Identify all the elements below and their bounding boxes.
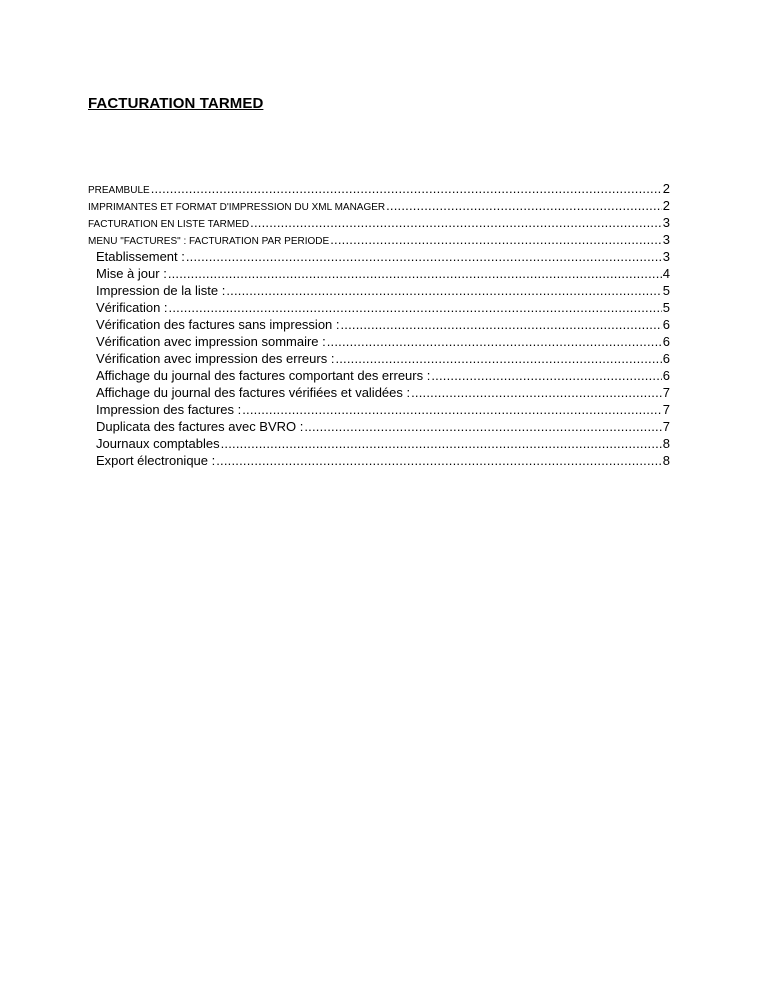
- document-title: FACTURATION TARMED: [88, 95, 264, 112]
- toc-dot-leader: [330, 232, 662, 247]
- toc-entry[interactable]: [88, 402, 670, 419]
- toc-entry-page: 8: [662, 453, 670, 468]
- toc-entry-page: 4: [662, 266, 670, 281]
- toc-entry[interactable]: [88, 436, 670, 453]
- toc-dot-leader: [335, 351, 661, 366]
- toc-dot-leader: [304, 419, 661, 434]
- toc-entry-page: 3: [662, 215, 670, 230]
- toc-entry-title: IMPRIMANTES ET FORMAT D'IMPRESSION DU XML MANAGER: [88, 202, 386, 213]
- toc-entry-page: 6: [662, 317, 670, 332]
- toc-entry-page: 7: [662, 419, 670, 434]
- toc-dot-leader: [242, 402, 662, 417]
- toc-entry-title: Affichage du journal des factures comportant des erreurs :: [96, 368, 431, 383]
- toc-entry[interactable]: [88, 266, 670, 283]
- toc-dot-leader: [226, 283, 661, 298]
- toc-entry[interactable]: [88, 368, 670, 385]
- toc-dot-leader: [151, 181, 662, 196]
- toc-entry-title: FACTURATION EN LISTE TARMED: [88, 219, 250, 230]
- toc-entry[interactable]: [88, 317, 670, 334]
- toc-entry-page: 2: [662, 181, 670, 196]
- toc-dot-leader: [431, 368, 661, 383]
- toc-dot-leader: [411, 385, 662, 400]
- toc-entry-page: 6: [662, 368, 670, 383]
- toc-entry-title: PREAMBULE: [88, 185, 150, 196]
- toc-entry-page: 5: [662, 283, 670, 298]
- toc-entry[interactable]: [88, 453, 670, 470]
- toc-entry-title: Vérification des factures sans impression :: [96, 317, 340, 332]
- toc-entry[interactable]: [88, 232, 670, 249]
- toc-entry-page: 8: [662, 436, 670, 451]
- toc-entry-title: Duplicata des factures avec BVRO :: [96, 419, 304, 434]
- toc-entry[interactable]: [88, 283, 670, 300]
- toc-entry-title: Impression de la liste :: [96, 283, 226, 298]
- toc-dot-leader: [250, 215, 662, 230]
- toc-entry-title: Vérification :: [96, 300, 168, 315]
- toc-entry-page: 6: [662, 351, 670, 366]
- toc-entry[interactable]: [88, 215, 670, 232]
- toc-entry-page: 7: [662, 402, 670, 417]
- toc-entry-title: Journaux comptables: [96, 436, 220, 451]
- toc-entry-title: Vérification avec impression des erreurs :: [96, 351, 335, 366]
- toc-entry-page: 7: [662, 385, 670, 400]
- toc-dot-leader: [169, 300, 662, 315]
- toc-entry[interactable]: [88, 198, 670, 215]
- toc-entry[interactable]: [88, 300, 670, 317]
- table-of-contents: [88, 181, 670, 470]
- toc-entry[interactable]: [88, 181, 670, 198]
- toc-entry-title: MENU "FACTURES" : FACTURATION PAR PERIODE: [88, 236, 330, 247]
- toc-entry-page: 3: [662, 232, 670, 247]
- toc-entry-title: Mise à jour :: [96, 266, 167, 281]
- toc-entry[interactable]: [88, 351, 670, 368]
- toc-dot-leader: [341, 317, 662, 332]
- toc-entry-title: Vérification avec impression sommaire :: [96, 334, 326, 349]
- toc-entry-title: Impression des factures :: [96, 402, 242, 417]
- toc-dot-leader: [168, 266, 662, 281]
- toc-dot-leader: [386, 198, 662, 213]
- toc-entry-page: 2: [662, 198, 670, 213]
- toc-dot-leader: [186, 249, 662, 264]
- toc-dot-leader: [327, 334, 662, 349]
- toc-entry-title: Etablissement :: [96, 249, 185, 264]
- toc-entry-title: Affichage du journal des factures vérifiées et validées :: [96, 385, 411, 400]
- toc-entry-page: 6: [662, 334, 670, 349]
- toc-entry[interactable]: [88, 385, 670, 402]
- toc-entry-page: 3: [662, 249, 670, 264]
- toc-entry[interactable]: [88, 419, 670, 436]
- toc-entry-page: 5: [662, 300, 670, 315]
- toc-entry-title: Export électronique :: [96, 453, 216, 468]
- toc-entry[interactable]: [88, 334, 670, 351]
- toc-dot-leader: [216, 453, 662, 468]
- toc-entry[interactable]: [88, 249, 670, 266]
- toc-dot-leader: [221, 436, 662, 451]
